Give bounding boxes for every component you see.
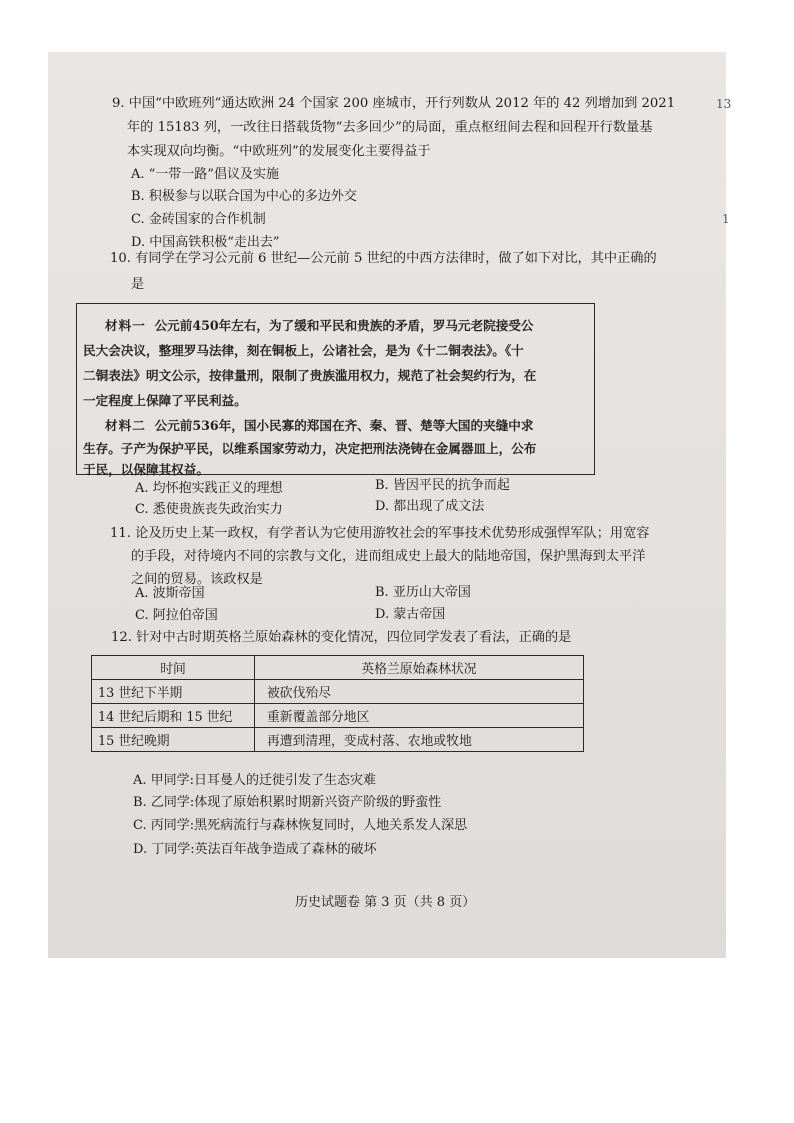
- q12-option-c: C. 丙同学:黑死病流行与森林恢复同时，人地关系发人深思: [133, 818, 468, 833]
- material-1-line-1: 材料一 公元前450年左右，为了缓和平民和贵族的矛盾，罗马元老院接受公: [105, 318, 534, 333]
- table-cell-status: 再遭到清理，变成村落、农地或牧地: [255, 728, 584, 752]
- edge-mark-top: 13: [716, 97, 732, 111]
- q9-option-d: D. 中国高铁积极“走出去”: [131, 235, 280, 250]
- table-row: [92, 704, 584, 728]
- table-header-row: [92, 656, 584, 680]
- material-1-line-2: 民大会决议，整理罗马法律，刻在铜板上，公诸社会，是为《十二铜表法》。《十: [83, 343, 524, 358]
- material-1-label: 材料一: [105, 318, 146, 333]
- q10-stem-line-2: 是: [131, 277, 145, 292]
- q11-stem-line-3: 之间的贸易。该政权是: [131, 572, 263, 587]
- q12-stem-line-1: 12. 针对中古时期英格兰原始森林的变化情况，四位同学发表了看法，正确的是: [111, 630, 572, 645]
- table-header-time: 时间: [92, 656, 255, 680]
- table-cell-time: 13 世纪下半期: [92, 680, 255, 704]
- material-1-line-3: 二铜表法》明文公示，按律量刑，限制了贵族滥用权力，规范了社会契约行为，在: [83, 368, 537, 383]
- q9-option-a: A. “一带一路”倡议及实施: [131, 167, 279, 182]
- material-2-label: 材料二: [105, 418, 146, 433]
- q11-stem-line-1: 11. 论及历史上某一政权，有学者认为它使用游牧社会的军事技术优势形成强悍军队；用宽容: [110, 526, 650, 541]
- q11-option-a: A. 波斯帝国: [135, 586, 205, 601]
- forest-status-table: [91, 655, 584, 752]
- table-cell-status: 被砍伐殆尽: [255, 680, 584, 704]
- q10-option-c: C. 悉使贵族丧失政治实力: [135, 502, 283, 517]
- q11-option-b: B. 亚历山大帝国: [375, 585, 471, 600]
- page-footer: 历史试题卷 第 3 页（共 8 页）: [295, 895, 476, 910]
- q9-option-b: B. 积极参与以联合国为中心的多边外交: [131, 189, 357, 204]
- q9-stem-line-2: 年的 15183 列，一改往日搭载货物“去多回少”的局面，重点枢纽间去程和回程开行数量基: [127, 120, 653, 135]
- q9-option-c: C. 金砖国家的合作机制: [131, 212, 266, 227]
- q11-option-d: D. 蒙古帝国: [375, 607, 446, 622]
- q10-stem-line-1: 10. 有同学在学习公元前 6 世纪—公元前 5 世纪的中西方法律时，做了如下对比，其中正确的: [110, 251, 657, 266]
- q9-stem-line-1: 9. 中国“中欧班列”通达欧洲 24 个国家 200 座城市，开行列数从 2012 年的 42 列增加到 2021: [112, 96, 676, 111]
- q10-material-box: [76, 303, 595, 475]
- material-2-line-3: 于民，以保障其权益。: [83, 462, 209, 477]
- q10-option-d: D. 都出现了成文法: [375, 499, 485, 514]
- table-cell-time: 14 世纪后期和 15 世纪: [92, 704, 255, 728]
- table-header-status: 英格兰原始森林状况: [255, 656, 584, 680]
- q11-option-c: C. 阿拉伯帝国: [135, 608, 218, 623]
- material-2-line-2: 生存。子产为保护平民，以维系国家劳动力，决定把刑法浇铸在金属器皿上，公布: [83, 441, 537, 456]
- q12-option-a: A. 甲同学:日耳曼人的迁徙引发了生态灾难: [133, 773, 377, 788]
- q10-option-b: B. 皆因平民的抗争而起: [375, 478, 510, 493]
- q10-option-a: A. 均怀抱实践正义的理想: [135, 481, 283, 496]
- table-row: [92, 728, 584, 752]
- material-2-line-1: 材料二 公元前536年，国小民寡的郑国在齐、秦、晋、楚等大国的夹缝中求: [105, 418, 534, 433]
- table-cell-time: 15 世纪晚期: [92, 728, 255, 752]
- material-1-line-4: 一定程度上保障了平民利益。: [83, 393, 247, 408]
- edge-mark-middle: 1: [722, 212, 730, 226]
- q9-stem-line-3: 本实现双向均衡。“中欧班列”的发展变化主要得益于: [127, 144, 431, 159]
- table-cell-status: 重新覆盖部分地区: [255, 704, 584, 728]
- q12-option-d: D. 丁同学:英法百年战争造成了森林的破坏: [133, 842, 377, 857]
- q12-option-b: B. 乙同学:体现了原始积累时期新兴资产阶级的野蛮性: [133, 795, 442, 810]
- q11-stem-line-2: 的手段，对待境内不同的宗教与文化，进而组成史上最大的陆地帝国，保护黑海到太平洋: [131, 549, 646, 564]
- table-row: [92, 680, 584, 704]
